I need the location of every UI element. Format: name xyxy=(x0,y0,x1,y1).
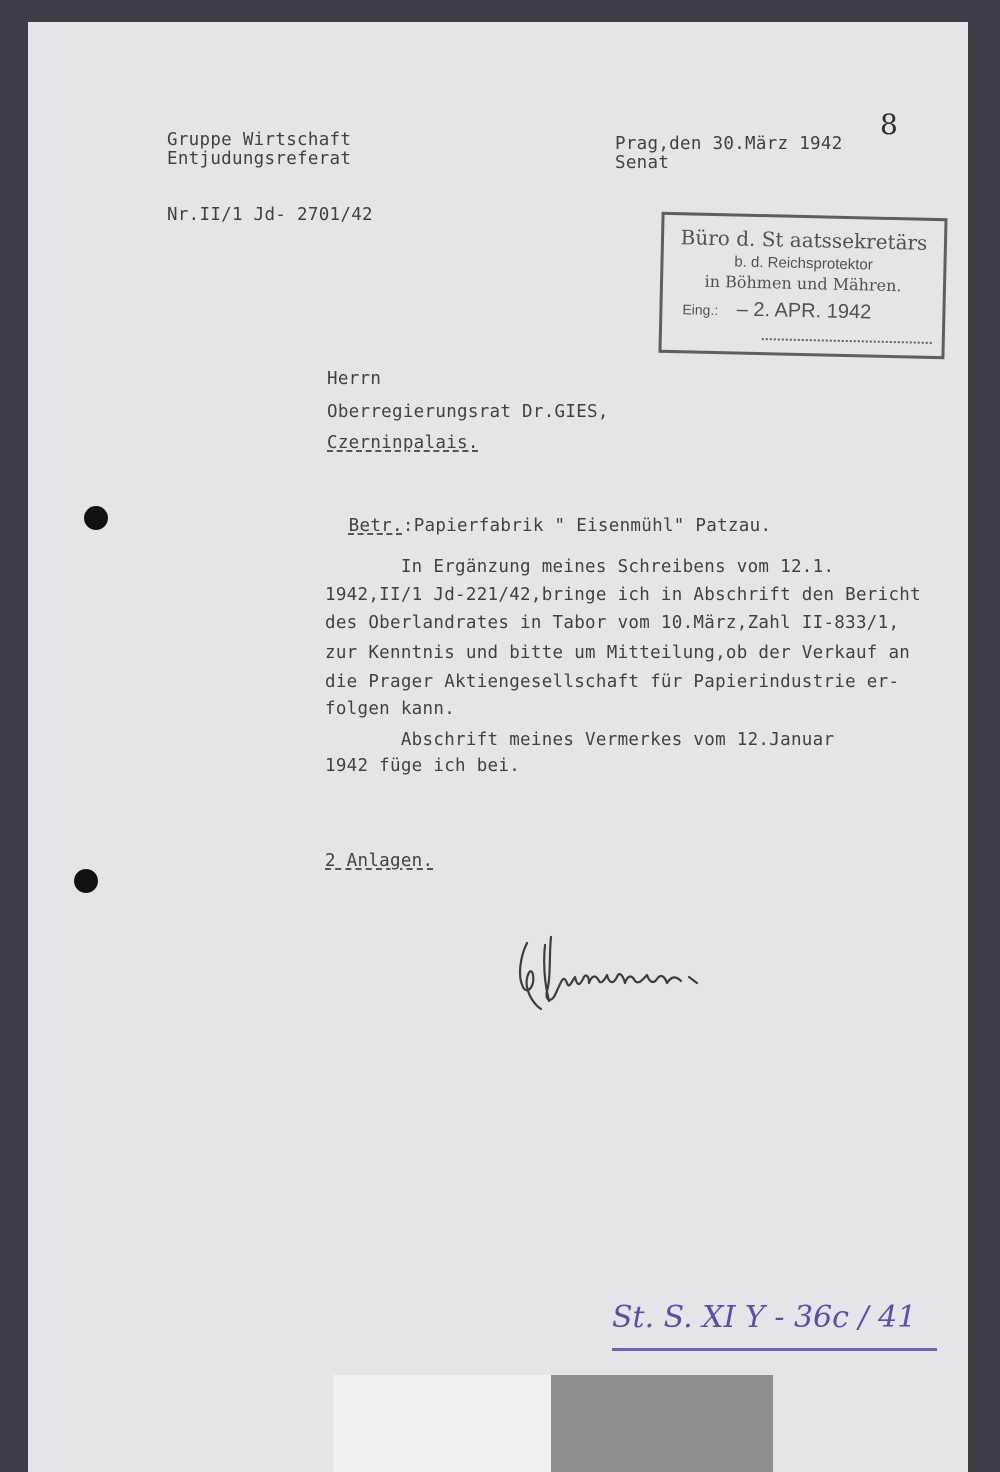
file-reference-underline xyxy=(612,1348,937,1351)
page-number: 8 xyxy=(880,108,898,141)
body-line-4: zur Kenntnis und bitte um Mitteilung,ob der Verkauf an xyxy=(325,643,911,663)
recipient-line-3: Czerninpalais. xyxy=(327,433,479,453)
stamp-date: – 2. APR. 1942 xyxy=(736,298,872,324)
place-date-line-2: Senat xyxy=(615,153,670,173)
stamp-line-1: Büro d. St aatssekretärs xyxy=(680,225,928,255)
subject-label: Betr. xyxy=(348,516,403,536)
signature xyxy=(505,925,705,1020)
punch-hole-bottom xyxy=(74,869,98,893)
reference-number: Nr.II/1 Jd- 2701/42 xyxy=(167,205,373,225)
stamp-line-3: in Böhmen und Mähren. xyxy=(704,271,902,296)
body-line-3: des Oberlandrates in Tabor vom 10.März,Zahl II-833/1, xyxy=(325,613,900,633)
stamp-dotted-line xyxy=(762,338,932,344)
body-line-6: folgen kann. xyxy=(325,699,456,719)
recipient-line-1: Herrn xyxy=(327,369,382,389)
attachments-note: 2 Anlagen. xyxy=(325,851,434,871)
subject-line xyxy=(327,498,771,536)
color-calibration-strip xyxy=(333,1375,773,1472)
strip-gray-patch xyxy=(551,1375,773,1472)
subject-text: :Papierfabrik " Eisenmühl" Patzau. xyxy=(402,516,772,536)
body-line-1: In Ergänzung meines Schreibens vom 12.1. xyxy=(325,557,835,577)
body-line-8: 1942 füge ich bei. xyxy=(325,756,521,776)
place-date-line-1: Prag,den 30.März 1942 xyxy=(615,134,843,154)
sender-line-1: Gruppe Wirtschaft xyxy=(167,130,352,150)
punch-hole-top xyxy=(84,506,108,530)
file-reference: St. S. XI Y - 36c / 41 xyxy=(612,1300,917,1335)
recipient-line-2: Oberregierungsrat Dr.GIES, xyxy=(327,402,609,422)
body-line-2: 1942,II/1 Jd-221/42,bringe ich in Abschrift den Bericht xyxy=(325,585,921,605)
stamp-line-2: b. d. Reichsprotektor xyxy=(734,253,873,274)
body-line-5: die Prager Aktiengesellschaft für Papierindustrie er- xyxy=(325,672,900,692)
strip-white-patch xyxy=(333,1375,551,1472)
body-line-7: Abschrift meines Vermerkes vom 12.Januar xyxy=(325,730,835,750)
received-stamp xyxy=(658,212,947,359)
sender-line-2: Entjudungsreferat xyxy=(167,149,352,169)
stamp-label: Eing.: xyxy=(682,301,719,319)
